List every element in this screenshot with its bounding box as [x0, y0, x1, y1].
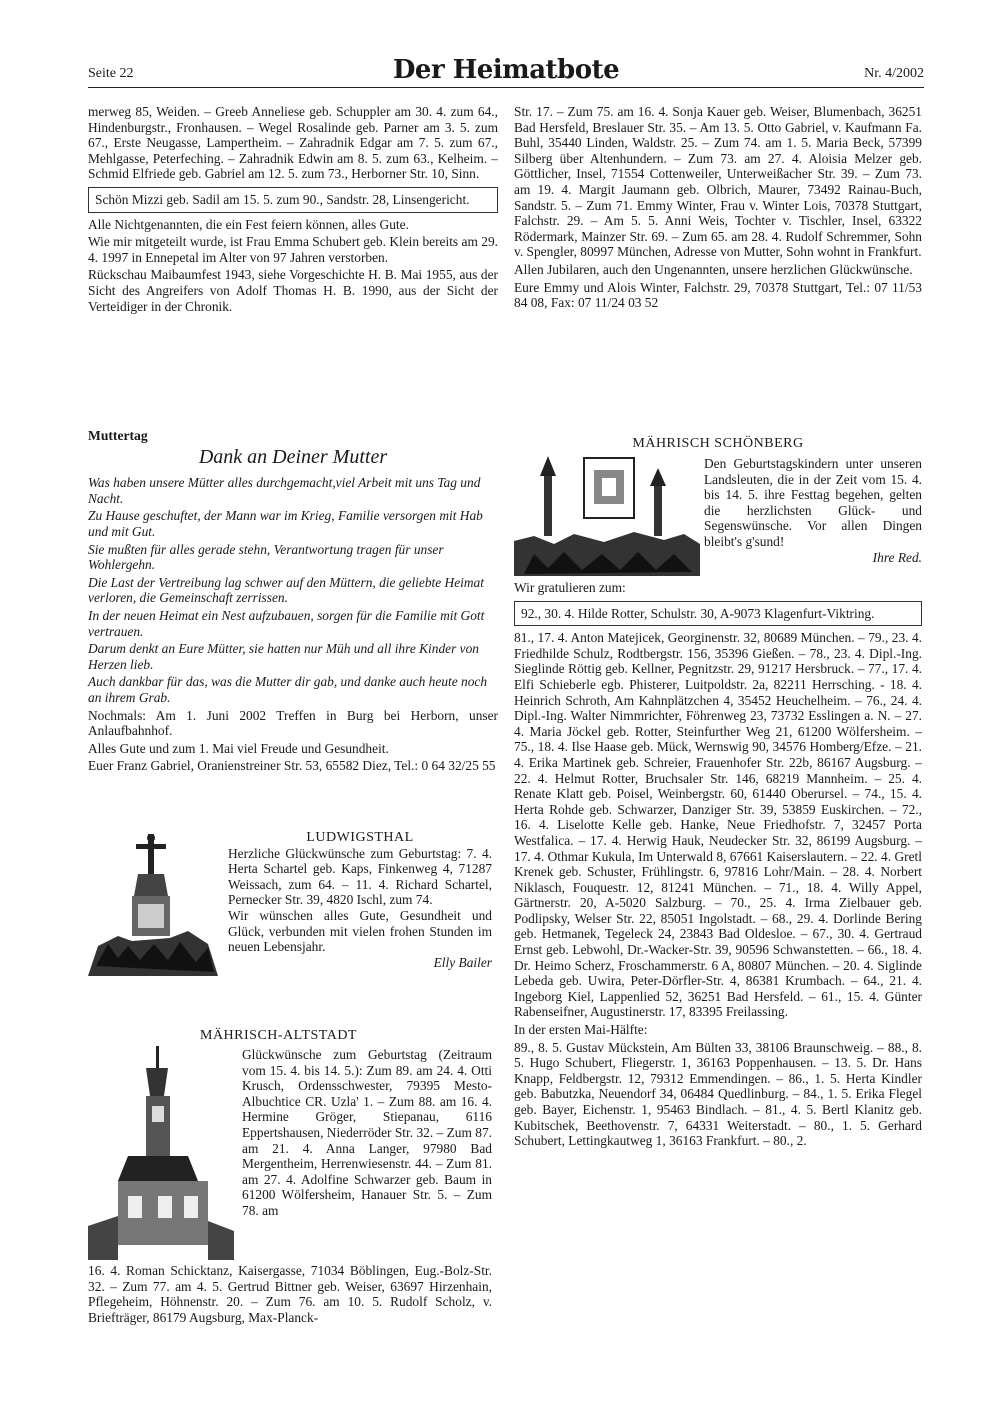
poem-line: Was haben unsere Mütter alles durchgemacht,viel Arbeit mit uns Tag und Nacht. — [88, 475, 481, 506]
may-intro: In der ersten Mai-Hälfte: — [514, 1022, 648, 1038]
issue-number: Nr. 4/2002 — [864, 66, 924, 81]
altstadt-continued — [88, 1263, 492, 1325]
schoenberg-title-row — [514, 436, 922, 452]
crucifix-illustration — [88, 826, 218, 976]
masthead-logo: Der Heimatbote — [392, 55, 620, 85]
review-note: Rückschau Maibaumfest 1943, siehe Vorgeschichte H. B. Mai 1955, aus der Sicht des Angreifers von Adolf Thomas H. B. 1990, aus der Sicht der Verteidiger in der Chronik. — [88, 267, 498, 314]
altstadt-cont-text: 16. 4. Roman Schicktanz, Kaisergasse, 71034 Böblingen, Eug.-Bolz-Str. 32. – Zum 77. am 4. 5. Gertrud Bittner geb. Weiser, 63697 Hirzenhain, Pflegeheim, Höhnenstr. 20. – Zum 76. am 10. 5. Rudolf Scholz, v. Briefträger, 86179 Augsburg, Max-Planck- — [88, 1263, 492, 1325]
birthday-list-continued: merweg 85, Weiden. – Greeb Anneliese geb. Schuppler am 30. 4. zum 64., Hindenburgstr., Fronhausen. – Wegel Rosalinde geb. Parner am 3. 5. zum 67., Erste Neugasse, Lampertheim. – Zahradnik Edgar am 7. 5. zum 67., Mehlgasse, Peterfeching. – Zahradnik Edwin am 8. 5. zum 63., Kelheim. – Schmid Elfriede geb. Gabriel am 12. 5. zum 73., Herborner Str. 10, Sinn. — [88, 104, 498, 182]
poem-line: Darum denkt an Eure Mütter, sie hatten nur Müh und all ihre Kinder von Herzen lieb. — [88, 641, 480, 672]
highlight-box-text: 92., 30. 4. Hilde Rotter, Schulstr. 30, A-9073 Klagenfurt-Viktring. — [521, 605, 875, 621]
poem — [88, 475, 498, 705]
highlight-box — [514, 601, 922, 627]
right-column-top — [514, 104, 922, 313]
schoenberg-section — [704, 456, 922, 565]
schoenberg-text: Den Geburtstagskindern unter unseren Landsleuten, die in der Zeit vom 15. 4. bis 14. 5. ihre Festtag begehen, gelten die herzlichsten Glück- und Segenswünsche. Vor allen Dingen bleibt's g'sund! — [704, 456, 922, 549]
greeting-note: Alle Nichtgenannten, die ein Fest feiern können, alles Gute. — [88, 216, 409, 232]
signature-address: Eure Emmy und Alois Winter, Falchstr. 29, 70378 Stuttgart, Tel.: 07 11/53 84 08, Fax: 07 11/24 03 52 — [514, 279, 922, 311]
poem-line: Zu Hause geschuftet, der Mann war im Krieg, Familie versorgen mit Hab und mit Gut. — [88, 508, 483, 539]
list-intro: Wir gratulieren zum: — [514, 580, 626, 595]
highlight-box-text: Schön Mizzi geb. Sadil am 15. 5. zum 90., Sandstr. 28, Linsengericht. — [95, 191, 470, 207]
ludwigsthal-text: Herzliche Glückwünsche zum Geburtstag: 7. 4. Herta Schartel geb. Kaps, Finkenweg 4, 71287 Weissach, zum 64. – 11. 4. Richard Schartel, Pernecker Str. 39, 4820 Ischl, zum 74. — [228, 845, 492, 908]
section-title: MÄHRISCH-ALTSTADT — [200, 1028, 357, 1043]
poem-line: Die Last der Vertreibung lag schwer auf den Müttern, die geliebte Heimat verloren, die Gemeinschaft zerrissen. — [88, 574, 484, 606]
poem-line: Sie mußten für alles gerade stehn, Verantwortung tragen für unser Wohlergehn. — [88, 541, 444, 573]
highlight-box — [88, 187, 498, 213]
section-label: Muttertag — [88, 428, 148, 443]
schoenberg-list — [514, 580, 922, 1151]
birthday-list-april: 81., 17. 4. Anton Matejicek, Georginenstr. 32, 80689 München. – 79., 23. 4. Friedhilde Schulz, Rodtbergstr. 156, 35396 Gießen. – 78., 23. 4. Dipl.-Ing. Sieglinde Röttig geb. Kellner, Pegnitzstr. 29, 91217 Hersbruck. – 77., 17. 4. Elfi Schieberle egb. Phisterer, Luitpoldstr. 2a, 82211 Herrsching. - 18. 4. Heinrich Schroth, Am Kahnplätzchen 4, 35452 Heuchelheim. – 76., 24. 4. Dipl.-Ing. Walter Nimmrichter, Föhrenweg 23, 73732 Esslingen a. N. – 27. 4. Maria Jöckel geb. Rotter, Steinfurther Weg 21, 61200 Wölfersheim. – 75., 18. 4. Ilse Haase geb. Mück, Wernswig 90, 34576 Homberg/Efze. – 21. 4. Erika Martinek geb. Schreier, Frauenhofer Str. 22b, 86167 Augsburg. – 22. 4. Helmut Rotter, Bruchsaler Str. 146, 68219 Mannheim. – 25. 4. Renate Klatt geb. Poisel, Weinbergstr. 60, 61440 Oberursel. – 74., 15. 4. Herta Rohde geb. Schwarzer, Danziger Str. 39, 53859 Euskirchen. – 72., 16. 4. Liselotte Kelle geb. Hanke, Neue Friedhofstr. 7, 32457 Porta Westfalica. – 17. 4. Herwig Hauk, Neudecker Str. 32, 86199 Augsburg. – 17. 4. Othmar Kukula, Im Unterwald 8, 67661 Kaiserslautern. – 22. 4. Gretl Krenek geb. Schuster, Frühlingstr. 6, 97816 Lohr/Main. – 28. 4. Norbert Niklasch, Fouquestr. 12, 81241 München. – 71., 18. 4. Willy Appel, Gärtnerstr. 20, A-5020 Salzburg. – 70., 25. 4. Irma Zielbauer geb. Podlipsky, Welser Str. 22, 85051 Ingolstadt. – 68., 29. 4. Dorlinde Bering geb. Hetmanek, Tegeleck 24, 23843 Bad Oldesloe. – 67., 30. 4. Gertraud Ernst geb. Lebwohl, Dr.-Wacker-Str. 39, 90596 Schwanstetten. – 66., 18. 4. Dr. Heimo Scherz, Froschammerstr. 6 A, 80807 München. – 20. 4. Siglinde Lebeda geb. Uwira, Peter-Dörfler-Str. 4, 86381 Krumbach. – 64., 21. 4. Ingeborg Kiel, Lappenlied 52, 36251 Bad Hersfeld. – 61., 15. 4. Günter Rabenseifner, Augustinerstr. 17, 83395 Freilassing. — [514, 630, 922, 1020]
birthday-list-may: 89., 8. 5. Gustav Mückstein, Am Bülten 33, 38106 Braunschweig. – 88., 8. 5. Hugo Schubert, Fliegerstr. 1, 36163 Poppenhausen. – 13. 5. Dr. Hans Knapp, Feldbergstr. 12, 79312 Emmendingen. – 86., 1. 5. Herta Kindler geb. Babutzka, Neuendorf 34, 06484 Quedlinburg. – 84., 1. 5. Erika Flegel geb. Bayer, Eichenstr. 1, 95463 Bindlach. – 81., 4. 5. Bertl Klanitz geb. Kubitschek, Beethovenstr. 7, 64331 Weiterstadt. – 80., 1. 5. Gerhard Schubert, Lettingkautweg 1, 36163 Frankfurt. – 80., 2. — [514, 1039, 922, 1149]
signature: Ihre Red. — [872, 549, 922, 565]
obituary-note: Wie mir mitgeteilt wurde, ist Frau Emma Schubert geb. Klein bereits am 29. 4. 1997 in Ennepetal im Alter von 97 Jahren verstorben. — [88, 234, 498, 265]
poem-title: Dank an Deiner Mutter — [198, 445, 388, 468]
ludwigsthal-section — [228, 830, 492, 970]
ludwigsthal-wish: Wir wünschen alles Gute, Gesundheit und Glück, verbunden mit vielen frohen Stunden im neuen Lebensjahr. — [228, 907, 492, 955]
town-illustration — [514, 456, 700, 576]
birthday-list-right: Str. 17. – Zum 75. am 16. 4. Sonja Kauer geb. Weiser, Blumenbach, 36251 Bad Hersfeld, Breslauer Str. 35. – Am 13. 5. Otto Gabriel, v. Kaufmann Fa. Buhl, 35440 Linden, Waldstr. 25. – Zum 74. am 1. 5. Maria Beck, 57399 Silberg über Altenhundern. – Zum 73. am 27. 4. Aloisia Melzer geb. Göttlicher, Insel, 71554 Cottenweiler, Unterweißacher Str. 39. – Zum 73. am 19. 4. Margit Jaumann geb. Olbrich, Maurer, 73492 Rainau-Buch, Sandstr. 5. – Zum 71. Emmy Winter, Frau v. Winter Lois, 70378 Stuttgart, Falchstr. 29. – Am 5. 5. Anni Weis, Tochter v. Tischler, Insel, 63322 Rödermark, Mainzer Str. 69. – Zum 65. am 28. 4. Rudolf Schremmer, Sohn v. Spengler, 80997 München, Adresse von Mutter, Sohn wohnt in Frankfurt. — [514, 104, 922, 260]
altstadt-title-row — [200, 1028, 492, 1044]
signature-address: Euer Franz Gabriel, Oranienstreiner Str. 53, 65582 Diez, Tel.: 0 64 32/25 55 — [88, 758, 496, 774]
section-title: MÄHRISCH SCHÖNBERG — [632, 436, 804, 451]
church-illustration — [88, 1046, 234, 1260]
meeting-note: Nochmals: Am 1. Juni 2002 Treffen in Burg bei Herborn, unser Anlaufbahnhof. — [88, 707, 498, 739]
signature: Elly Bailer — [433, 954, 492, 970]
altstadt-section — [242, 1047, 492, 1219]
poem-line: Auch dankbar für das, was die Mutter dir gab, und danke auch heute noch an ihrem Grab. — [88, 674, 488, 705]
left-column-top — [88, 104, 498, 316]
congrats-note: Allen Jubilaren, auch den Ungenannten, unsere herzlichen Glückwünsche. — [514, 261, 913, 277]
section-title: LUDWIGSTHAL — [306, 830, 414, 845]
muttertag-section — [88, 428, 498, 776]
wish-note: Alles Gute und zum 1. Mai viel Freude und Gesundheit. — [88, 740, 389, 756]
page-header — [88, 55, 924, 88]
altstadt-text: Glückwünsche zum Geburtstag (Zeitraum vom 15. 4. bis 14. 5.): Zum 89. am 24. 4. Otti Krusch, Ordensschwester, 79395 Mesto-Albuchtice CR. Uzla' 1. – Zum 88. am 16. 4. Hermine Gröger, Stiepanau, 6116 Eppertshausen, Niederröder Str. 32. – Zum 87. am 21. 4. Anna Langer, 97980 Bad Mergentheim, Herrenwiesenstr. 44. – Zum 81. am 27. 4. Adolfine Schwarzer geb. Baum in 61200 Wölfersheim, Hanauer Str. 5. – Zum 78. am — [242, 1047, 492, 1218]
page-number: Seite 22 — [88, 66, 134, 81]
poem-line: In der neuen Heimat ein Nest aufzubauen, sorgen für die Familie mit Gott vertrauen. — [88, 607, 485, 639]
